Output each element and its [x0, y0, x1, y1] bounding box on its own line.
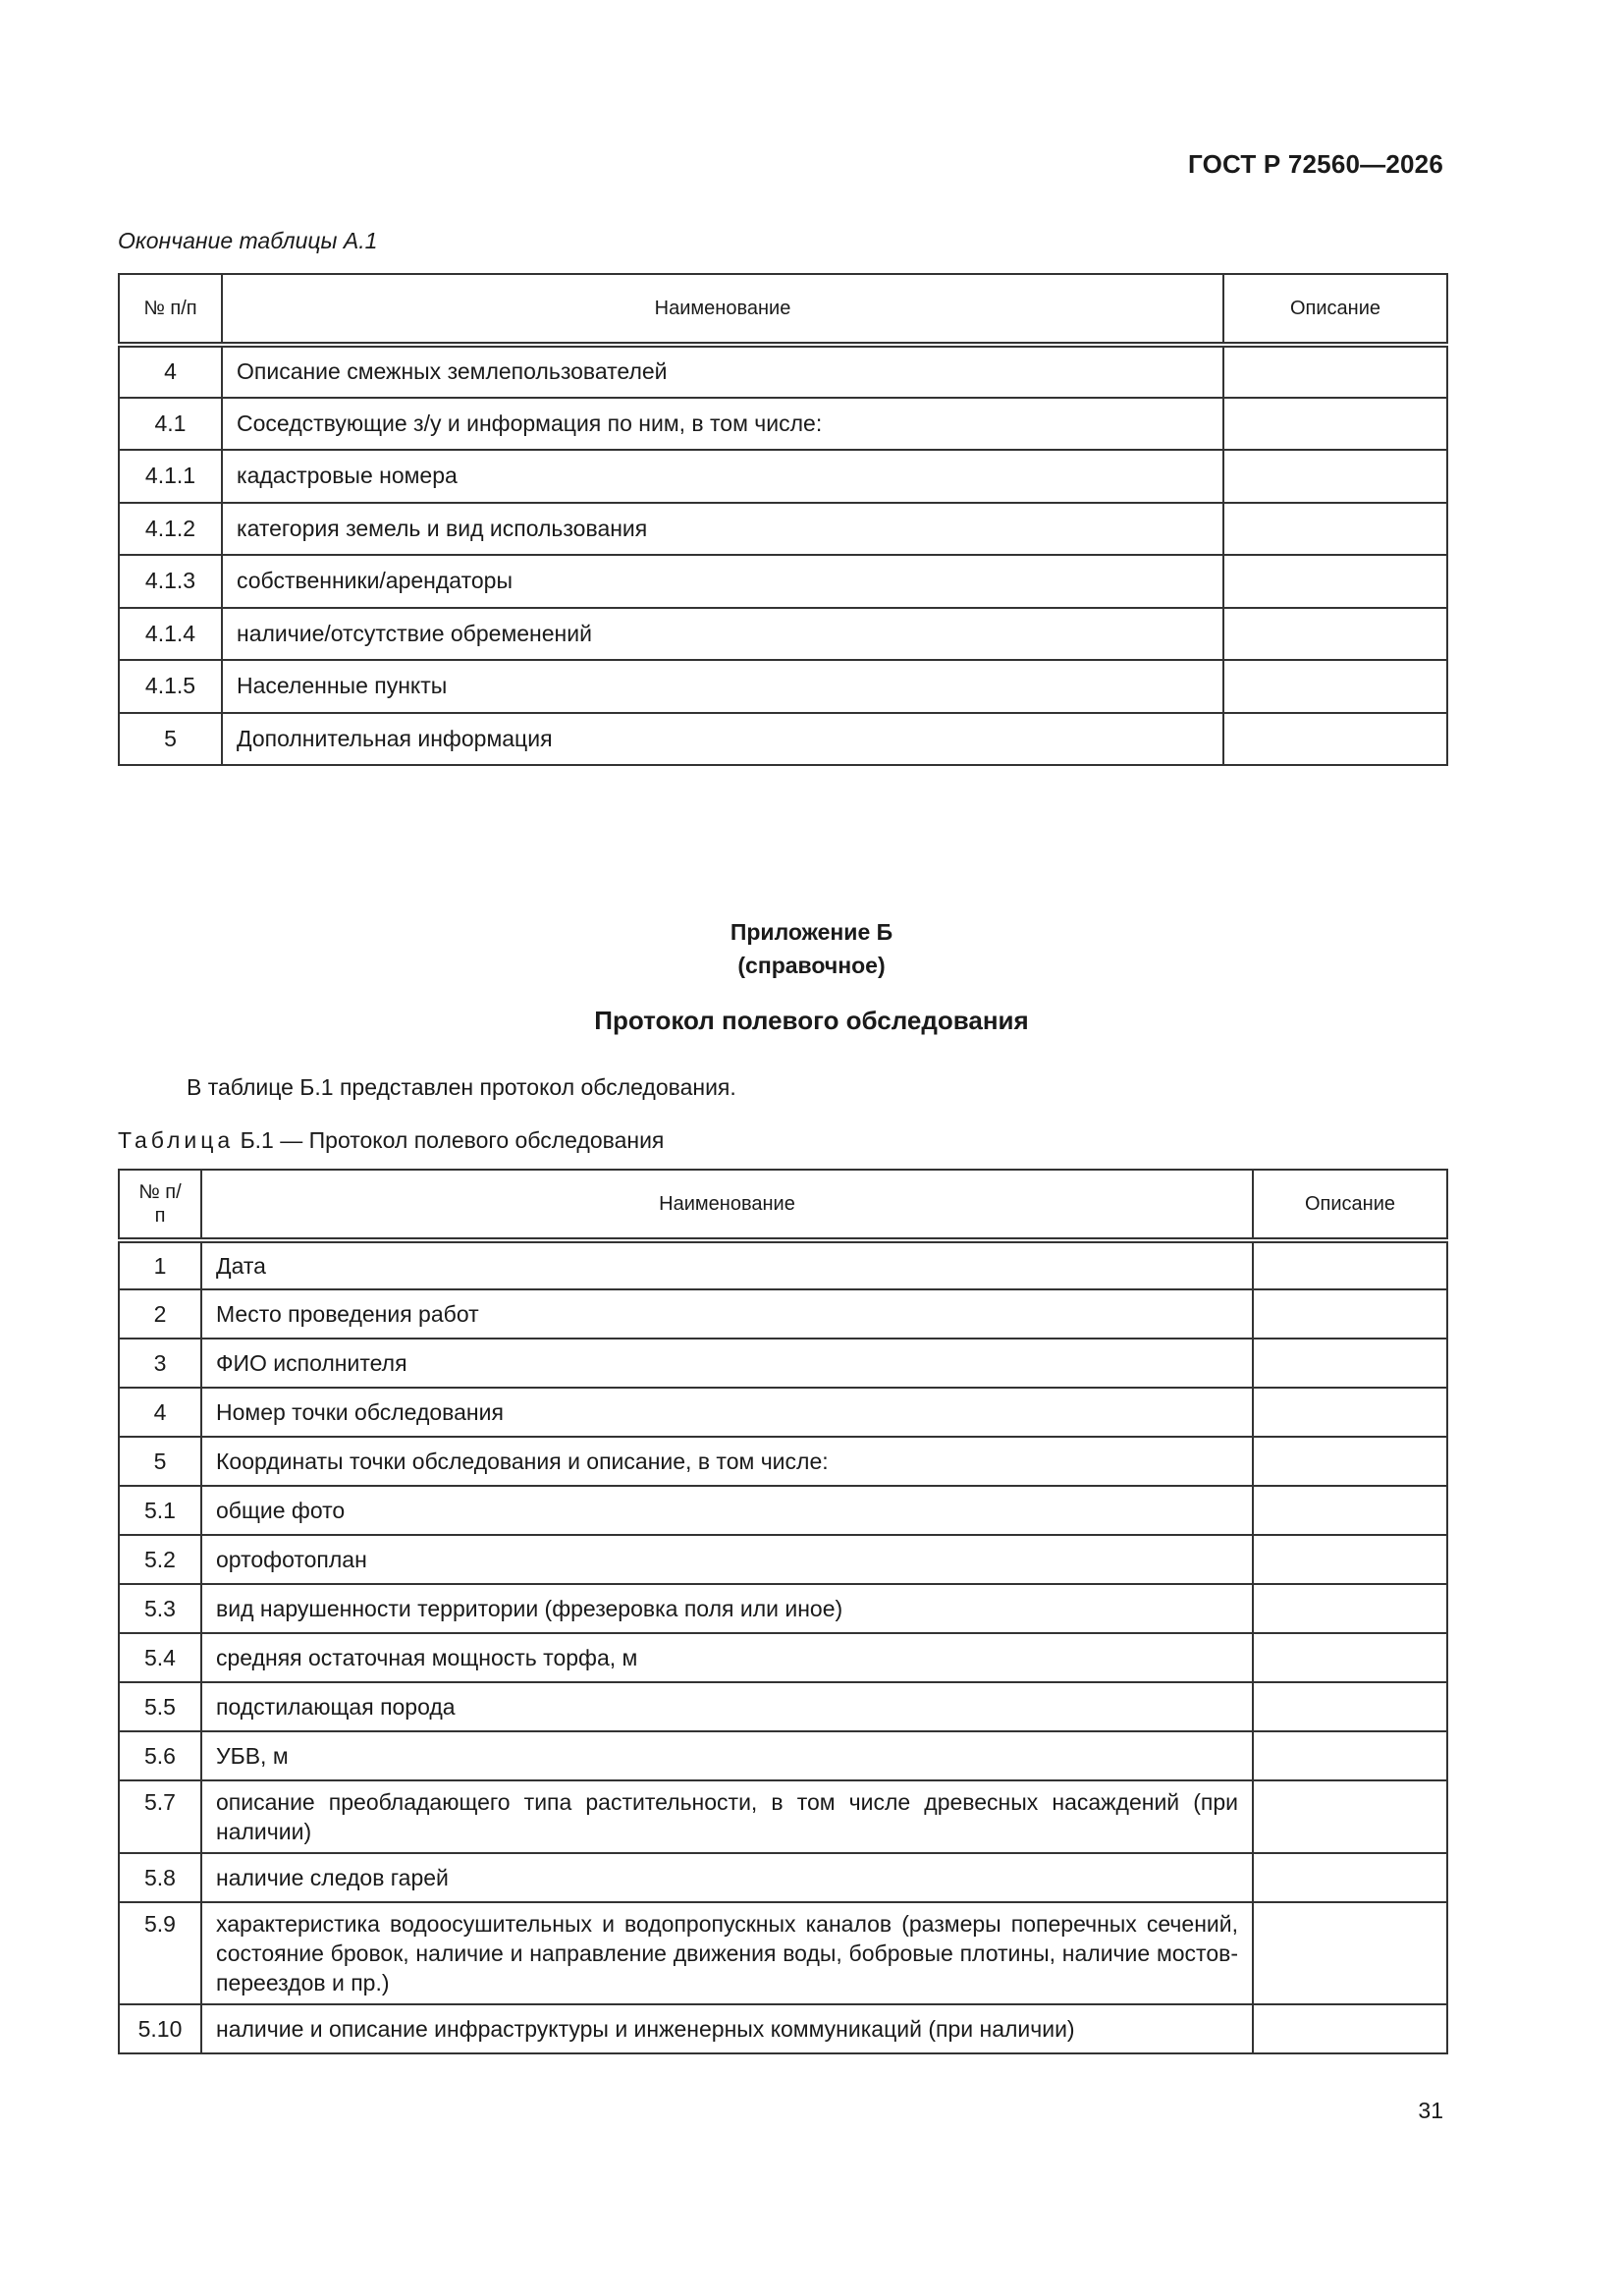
- row-description: [1253, 1682, 1447, 1731]
- intro-paragraph: В таблице Б.1 представлен протокол обследования.: [187, 1074, 736, 1100]
- row-number: 5.7: [119, 1780, 201, 1853]
- table-row: [119, 398, 1447, 451]
- row-number: 4: [119, 1388, 201, 1437]
- table-a: [118, 273, 1448, 766]
- table-row: [119, 660, 1447, 713]
- table-row: [119, 1633, 1447, 1682]
- row-description: [1253, 1780, 1447, 1853]
- table-row: [119, 1535, 1447, 1584]
- row-name: Координаты точки обследования и описание, в том числе:: [201, 1437, 1253, 1486]
- row-number: 4.1.1: [119, 450, 222, 503]
- row-description: [1223, 450, 1447, 503]
- table-row: [119, 1486, 1447, 1535]
- table-row: [119, 1682, 1447, 1731]
- header-num: № п/п: [119, 274, 222, 345]
- row-number: 4.1: [119, 398, 222, 451]
- row-description: [1253, 2004, 1447, 2053]
- row-name: кадастровые номера: [222, 450, 1223, 503]
- row-name: наличие/отсутствие обременений: [222, 608, 1223, 661]
- row-description: [1253, 1486, 1447, 1535]
- table-row: [119, 1853, 1447, 1902]
- row-description: [1223, 503, 1447, 556]
- appendix-heading: [0, 915, 1623, 982]
- table-row: [119, 503, 1447, 556]
- table-row: [119, 1902, 1447, 2004]
- row-name: Описание смежных землепользователей: [222, 345, 1223, 398]
- row-name: Соседствующие з/у и информация по ним, в том числе:: [222, 398, 1223, 451]
- table-b: [118, 1169, 1448, 2054]
- standard-number: ГОСТ Р 72560—2026: [1188, 149, 1443, 179]
- row-name: собственники/арендаторы: [222, 555, 1223, 608]
- row-description: [1223, 713, 1447, 766]
- row-description: [1223, 398, 1447, 451]
- row-number: 5.1: [119, 1486, 201, 1535]
- row-name: средняя остаточная мощность торфа, м: [201, 1633, 1253, 1682]
- row-description: [1253, 1853, 1447, 1902]
- appendix-subtitle: (справочное): [737, 953, 886, 978]
- row-name: Дополнительная информация: [222, 713, 1223, 766]
- row-name: подстилающая порода: [201, 1682, 1253, 1731]
- table-row: [119, 555, 1447, 608]
- table-b-caption-text: Б.1 — Протокол полевого обследования: [234, 1127, 665, 1153]
- row-name: ортофотоплан: [201, 1535, 1253, 1584]
- row-number: 4: [119, 345, 222, 398]
- table-row: [119, 345, 1447, 398]
- row-description: [1223, 660, 1447, 713]
- table-a-caption: Окончание таблицы А.1: [118, 228, 378, 253]
- row-description: [1253, 1731, 1447, 1780]
- row-name: Населенные пункты: [222, 660, 1223, 713]
- row-name: вид нарушенности территории (фрезеровка поля или иное): [201, 1584, 1253, 1633]
- row-description: [1253, 1535, 1447, 1584]
- row-number: 5: [119, 1437, 201, 1486]
- table-b-header-row: [119, 1170, 1447, 1240]
- row-number: 4.1.2: [119, 503, 222, 556]
- row-number: 1: [119, 1240, 201, 1289]
- header-desc: Описание: [1253, 1170, 1447, 1240]
- row-number: 5: [119, 713, 222, 766]
- row-description: [1253, 1584, 1447, 1633]
- row-number: 5.9: [119, 1902, 201, 2004]
- appendix-title: Приложение Б: [730, 919, 893, 945]
- row-name: характеристика водоосушительных и водопропускных каналов (размеры поперечных сечений, состояние бровок, наличие и направление движения воды, бобровые плотины, наличие мостов-переездов и пр.): [201, 1902, 1253, 2004]
- header-name: Наименование: [201, 1170, 1253, 1240]
- table-row: [119, 1240, 1447, 1289]
- page-number: 31: [1418, 2098, 1443, 2123]
- row-description: [1253, 1339, 1447, 1388]
- row-number: 5.10: [119, 2004, 201, 2053]
- row-number: 5.8: [119, 1853, 201, 1902]
- row-description: [1253, 1240, 1447, 1289]
- table-b-caption: [118, 1127, 664, 1154]
- row-name: ФИО исполнителя: [201, 1339, 1253, 1388]
- row-description: [1223, 608, 1447, 661]
- section-title: Протокол полевого обследования: [594, 1006, 1029, 1035]
- row-description: [1223, 555, 1447, 608]
- row-number: 5.3: [119, 1584, 201, 1633]
- row-name: УБВ, м: [201, 1731, 1253, 1780]
- row-name: Номер точки обследования: [201, 1388, 1253, 1437]
- row-number: 5.6: [119, 1731, 201, 1780]
- table-row: [119, 1437, 1447, 1486]
- table-row: [119, 1339, 1447, 1388]
- row-number: 4.1.5: [119, 660, 222, 713]
- row-number: 3: [119, 1339, 201, 1388]
- table-row: [119, 1780, 1447, 1853]
- row-name: Дата: [201, 1240, 1253, 1289]
- table-row: [119, 608, 1447, 661]
- row-name: описание преобладающего типа растительности, в том числе древесных насаждений (при наличии): [201, 1780, 1253, 1853]
- row-description: [1253, 1437, 1447, 1486]
- row-description: [1253, 1388, 1447, 1437]
- row-name: категория земель и вид использования: [222, 503, 1223, 556]
- table-row: [119, 1584, 1447, 1633]
- header-num: № п/п: [119, 1170, 201, 1240]
- row-number: 5.2: [119, 1535, 201, 1584]
- header-desc: Описание: [1223, 274, 1447, 345]
- row-number: 2: [119, 1289, 201, 1339]
- header-name: Наименование: [222, 274, 1223, 345]
- table-row: [119, 1731, 1447, 1780]
- row-name: наличие следов гарей: [201, 1853, 1253, 1902]
- row-description: [1253, 1289, 1447, 1339]
- row-description: [1253, 1902, 1447, 2004]
- row-number: 4.1.3: [119, 555, 222, 608]
- table-row: [119, 1289, 1447, 1339]
- table-row: [119, 1388, 1447, 1437]
- row-name: Место проведения работ: [201, 1289, 1253, 1339]
- table-b-caption-label: Таблица: [118, 1127, 235, 1153]
- row-name: общие фото: [201, 1486, 1253, 1535]
- table-row: [119, 450, 1447, 503]
- table-a-header-row: [119, 274, 1447, 345]
- table-row: [119, 713, 1447, 766]
- table-row: [119, 2004, 1447, 2053]
- row-name: наличие и описание инфраструктуры и инженерных коммуникаций (при наличии): [201, 2004, 1253, 2053]
- row-description: [1223, 345, 1447, 398]
- row-description: [1253, 1633, 1447, 1682]
- row-number: 5.5: [119, 1682, 201, 1731]
- row-number: 5.4: [119, 1633, 201, 1682]
- row-number: 4.1.4: [119, 608, 222, 661]
